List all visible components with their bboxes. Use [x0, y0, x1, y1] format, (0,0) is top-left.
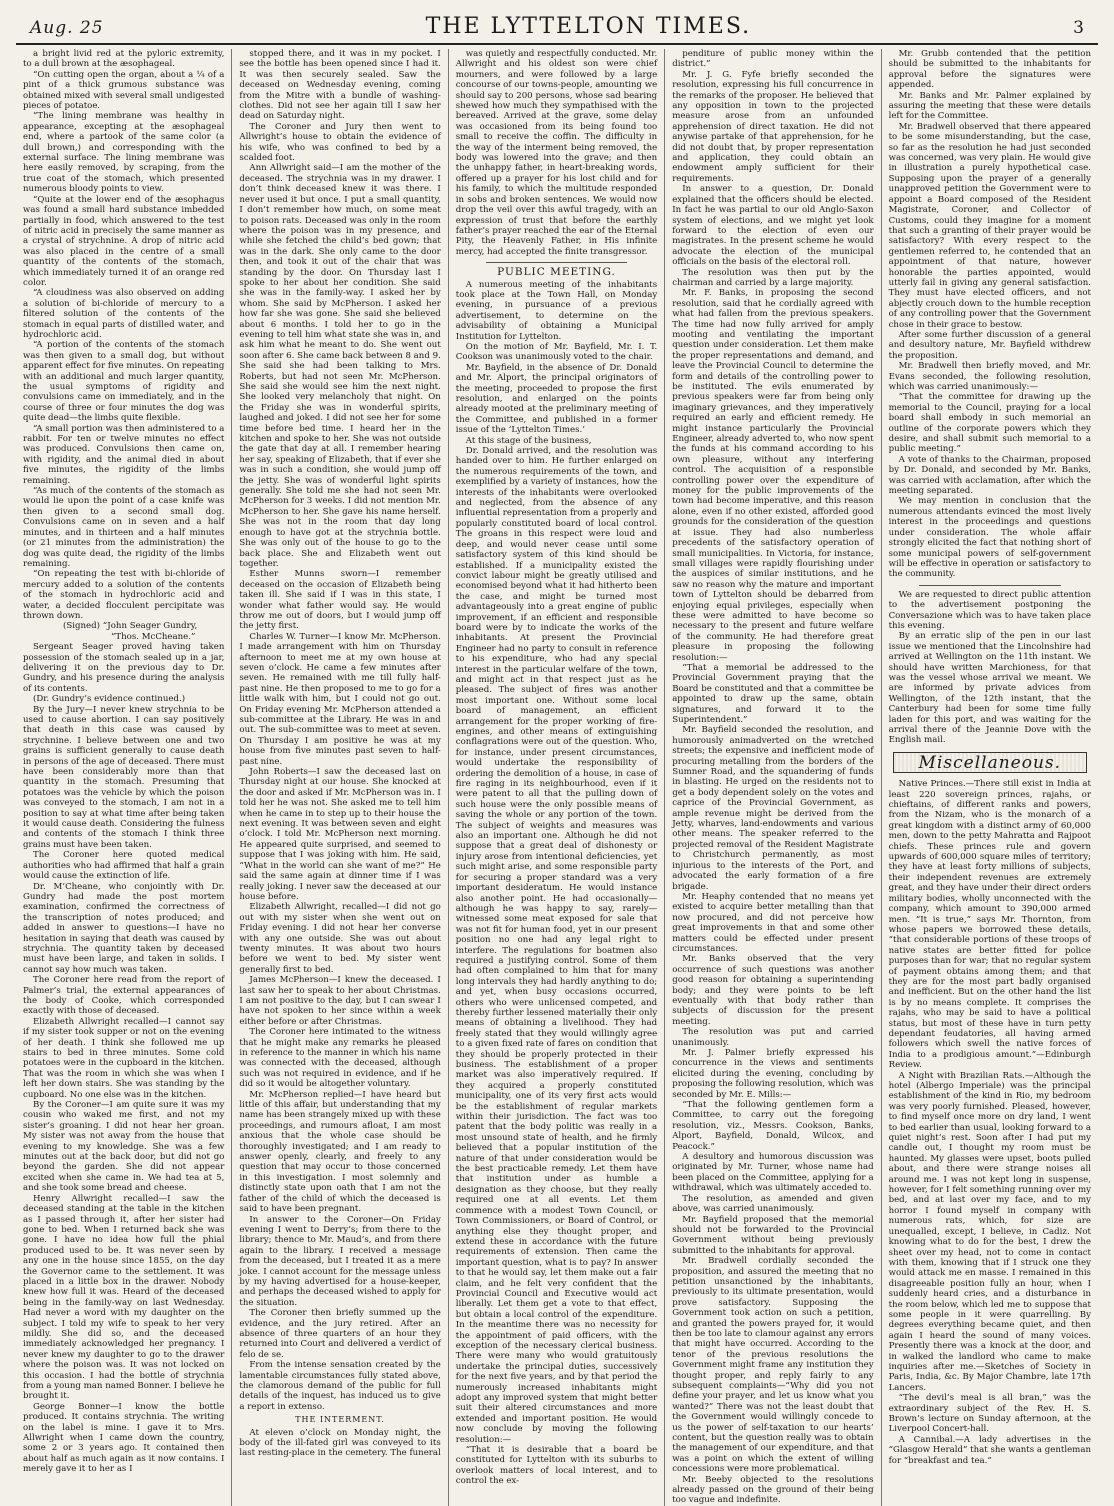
paragraph: Mr. Bayfield seconded the resolution, and humorously animadverted on the wretched streets; the expensive and inefficient mode of procuring metalling from the borders of the Sumner Road, and the squandering of funds in blasting. He urged on the residents not to get a body dependent solely on the votes and caprice of the Provincial Government, as ample revenue might be derived from the Jetty, wharves, land-endowments and various other means. The speaker referred to the projected removal of the Resident Magistrate to Christchurch permanently, as most injurious to the interests of the Port, and advocated the early formation of a fire brigade. [672, 725, 874, 892]
paragraph: was quietly and respectfully conducted. Mr. Allwright and his oldest son were chief mourners, and were followed by a large concourse of our towns-people, amounting we should say to 200 persons, whose sad bearing shewed how much they sympathised with the bereaved. Arrived at the grave, some delay was occasioned from its being found too small to receive the coffin. The difficulty in the way of the interment being removed, the body was lowered into the grave; and then the unhappy father, in heart-breaking words, offered up a prayer for his lost child and for his family, to which the multitude responded in sobs and broken sentences. We would now drop the veil over this awful tragedy, with an expression of trust that before the earthly father’s prayer reached the ear of the Eternal Pity, the Heavenly Father, in His infinite mercy, had accepted the finite transgressor. [455, 49, 658, 257]
paragraph: “That the following gentlemen form a Committee, to carry out the foregoing resolution, viz., Messrs. Cookson, Banks, Alport, Bayfield, Donald, Wilcox, and Peacock.” [672, 1100, 874, 1152]
paragraph: Mr. Bayfield, in the absence of Dr. Donald and Mr. Alport, the principal originators of the meeting, proceeded to propose the first resolution, and enlarged on the points already mooted at the preliminary meeting of the Committee, and published in a former issue of the ‘Lyttelton Times.’ [455, 362, 658, 436]
paragraph: John Roberts—I saw the deceased last on Thursday night at our house. She knocked at the door and asked if Mr. McPherson was in. I told her he was not. She asked me to tell him when he came in to step up to their house the next evening. It was between seven and eight o’clock. I told Mr. McPherson next morning. He appeared quite surprised, and seemed to suppose that I was joking with him. He said, “What in the world can she want of me?” He said the same again at dinner time if I was really joking. I never saw the deceased at our house before. [239, 767, 441, 902]
paragraph: Mr. Banks and Mr. Palmer explained by assuring the meeting that these were details left for the Committee. [888, 90, 1091, 122]
paragraph: We are requested to direct public attention to the advertisement postponing the Conversazione which was to have taken place this evening. [888, 589, 1091, 631]
paragraph: Mr. Bradwell observed that there appeared to be some misunderstanding, but the case, so far as the resolution he had just seconded was concerned, was very plain. He would give in illustration a purely hypothetical case. Supposing upon the prayer of a generally unapproved petition the Government were to appoint a Board composed of the Resident Magistrate, Coroner, and Collector of Customs, could they imagine for a moment that such a granting of their prayer would be satisfactory? With every respect to the gentlemen referred to, he contended that an appointment of that nature, however honorable the parties appointed, would utterly fail in giving any general satisfaction. They must have elected officers, and not abjectly crouch down to the humble reception of any controlling power that the Government chose in their grace to bestow. [888, 121, 1091, 330]
paragraph: By the Coroner—I am quite sure it was my cousin who waked me first, and not my sister’s groaning. I did not hear her groan. My sister was not away from the house that evening to my knowledge. She was a few minutes out at the back door, but did not go beyond the garden. She did not appear excited when she came in. We had tea at 5, and she took some bread and cheese. [23, 1100, 225, 1194]
page-number: 3 [1073, 18, 1084, 38]
paragraph: We may mention in conclusion that the numerous attendants evinced the most lively interest in the proceedings and questions under consideration. The whole affair strongly elicited the fact that nothing short of some municipal powers of self-government will be effective in operation or satisfactory to the community. [888, 496, 1091, 580]
divider [919, 585, 1061, 586]
paragraph: “The devil’s meal is all bran,” was the extraordinary subject of the Rev. H. S. Brown’s lecture on Sunday afternoon, at the Liverpool Concert-hall. [888, 1393, 1091, 1435]
paragraph: The Coroner then briefly summed up the evidence, and the jury retired. After an absence of three quarters of an hour they returned into Court and delivered a verdict of felo de se. [239, 1308, 441, 1360]
interment-report-continued [456, 49, 657, 257]
paragraph: Elizabeth Allwright recalled—I cannot say if my sister took supper or not on the evening of her death. I think she followed me up stairs to bed in three minutes. Some cold potatoes were in the cupboard in the kitchen. That was the room in which she was when I left her down stairs. She was standing by the cupboard. No one else was in the kitchen. [23, 1016, 225, 1100]
issue-date: Aug. 25 [30, 18, 104, 38]
public-meeting-report [456, 280, 657, 1487]
signature-line: (Signed) “John Seager Gundry, [63, 621, 198, 632]
paragraph: At eleven o’clock on Monday night, the body of the ill-fated girl was conveyed to its last resting-place in the cemetery. The funeral [239, 1427, 441, 1459]
column-1 [16, 49, 232, 1506]
paragraph: Esther Munns sworn—I remember deceased on the occasion of Elizabeth being taken ill. She said if I was in this state, I wonder what father would say. He would throw me out of doors, but I would jump off the jetty first. [239, 569, 441, 632]
paragraph: By the Jury—I never knew strychnia to be used to cause abortion. I can say positively that death in this case was caused by strychnine. I believe between one and two grains is sufficient generally to cause death in persons of the age of deceased. There must have been considerably more than that quantity in the stomach. Presuming that potatoes was the vehicle by which the poison was conveyed to the stomach, I am not in a position to say at what time after being taken it would cause death. Considering the fulness and contents of the stomach I think three grains must have been taken. [23, 704, 225, 850]
paragraph: “On cutting open the organ, about a ¼ of a pint of a thick grumous substance was obtained mixed with several small undigested pieces of potatoe. [23, 69, 225, 112]
paragraph: A desultory and humorous discussion was originated by Mr. Turner, whose name had been placed on the Committee, applying for a withdrawal, which was ultimately acceded to. [672, 1152, 874, 1194]
paragraph: Dr. M’Cheane, who conjointly with Dr. Gundry had made the post mortem examination, confirmed the correctness of the transcription of notes produced; and added in answer to questions—I have no hesitation in saying that death was caused by strychnia. The quantity taken by deceased must have been large, and taken in solids. I cannot say how much was taken. [23, 881, 225, 975]
paragraph: “As much of the contents of the stomach as would lie upon the point of a case knife was then given to a second small dog. Convulsions came on in seven and a half minutes, and in thirteen and a half minutes (or 21 minutes from the administration) the dog was quite dead, the rigidity of the limbs remaining. [23, 486, 225, 569]
signature-line: “Thos. McCheane.” [111, 631, 196, 642]
paragraph: Mr. Beeby objected to the resolutions already passed on the ground of their being too vague and indefinite. [672, 1474, 874, 1506]
paragraph: stopped there, and it was in my pocket. I see the bottle has been opened since I had it. It was then securely sealed. Saw the deceased on Wednesday evening, coming from the Mitre with a bundle of washing-clothes. Did not see her again till I saw her dead on Saturday night. [239, 49, 441, 122]
paragraph: Sergeant Seager proved having taken possession of the stomach sealed up in a jar, delivering it on the previous day to Dr. Gundry, and his presence during the analysis of its contents. [23, 642, 225, 694]
inquest-report-part-3 [239, 49, 440, 1412]
paragraph: Native Princes.—There still exist in India at least 220 sovereign princes, rajahs, or chieftains, of different ranks and powers, from the Nizam, who is the monarch of a great kingdom with a distinct army of 60,000 men, down to the petty Mahratta and Rajpoot chiefs. These princes rule and govern upwards of 600,000 square miles of territory; they have at least forty millions of subjects, their independent revenues are extremely great, and they have under their direct orders military bodies, wholly unconnected with the company, which amount to 390,000 armed men. “It is true,” says Mr. Thornton, from whose papers we borrowed these details, “that considerable portions of these troops of native states are better fitted for police purposes than for war; that no regular system of payment obtains among them; and that they are for the most part badly organised and inefficient. But on the other hand the list is by no means complete. It comprises the rajahs, who may be said to have a political status, but most of these have in turn petty dependant feudatories, all having armed followers which swell the native forces of India to a prodigious amount.”—Edinburgh Review. [888, 779, 1091, 1071]
public-meeting-report-end [889, 49, 1091, 580]
paragraph: The resolution, as amended and given above, was carried unanimously. [672, 1193, 874, 1215]
columns [16, 49, 1098, 1506]
paragraph: A Cannibal.—A lady advertises in the “Glasgow Herald” that she wants a gentleman for “breakfast and tea.” [888, 1434, 1091, 1466]
paragraph: Mr. J. Palmer briefly expressed his concurrence in the views and sentiments elicited during the evening, concluding by proposing the following resolution, which was seconded by Mr. E. Mills:— [672, 1048, 874, 1100]
interment-report [239, 1428, 440, 1459]
paragraph: “The lining membrane was healthy in appearance, excepting at the æsophageal end, where a partook of the same color (a dull brown,) and corresponding with the external surface. The lining membrane was here easily removed, by scraping, from the true coat of the stomach, which presented numerous bloody points to view. [23, 111, 225, 195]
paragraph: A Night with Brazilian Rats.—Although the hotel (Albergo Imperiale) was the principal establishment of the kind in Rio, my bedroom was very poorly furnished. Pleased, however, to find myself once more on dry land, I went to bed earlier than usual, looking forward to a quiet night’s rest. Soon after I had put my candle out, I thought my room must be haunted. My glasses were upset, boots pulled about, and there were strange noises all around me. I was not kept long in suspense, however, for I felt something running over my bed, and at last over my face, and to my horror I found myself in company with numerous rats, which, for size are unequalled, except, I believe, in Cadiz. Not knowing what to do for the best, I drew the sheet over my head, not to come in contact with them, knowing that if I struck one they would attack me en masse. I remained in this disagreeable position fully an hour, when I suddenly heard cries, and a disturbance in the room below, which led me to suppose that some people in it were quarrelling. By degrees everything became quiet, and then again I heard the sound of many voices. Presently there was a knock at the door, and in walked the landlord who came to make inquiries after me.—Sketches of Society in Paris, India, &c. By Major Chambre, late 17th Lancers. [888, 1070, 1091, 1393]
paragraph: The Coroner here quoted medical authorities who had affirmed that half a grain would cause the extinction of life. [23, 850, 225, 882]
paragraph: Ann Allwright said—I am the mother of the deceased. The strychnia was in my drawer. I don’t think deceased knew it was there. I never used it but once. I put a small quantity, I don’t remember how much, on some meat to poison rats. Deceased was only in the room where the poison was in my presence, and while she fetched the child’s bed gown; that was in the dark. She only came to the door then, and took it out of the chair that was standing by the door. On Thursday last I spoke to her about her condition. She said she was in the family-way. I asked her by whom. She said by McPherson. I asked her how far she was gone. She said she believed about 6 months. I told her to go in the evening to tell him what state she was in, and ask him what he meant to do. She went out soon after 6. She came back between 8 and 9. She said she had been talking to Mrs. Roberts, but had not seen Mr. McPherson. She said she would see him the next night. She looked very melancholy that night. On the Friday she was in wonderful spirits, laughed and joked. I did not see her for some time before bed time. I heard her in the kitchen and spoke to her. She was not outside the gate that day at all. I remember hearing her say, speaking of Elizabeth, that if ever she was in such a condition, she would jump off the jetty. She was of wonderful light spirits generally. She told me she had not seen Mr. McPherson for 3 weeks. I did not mention Mr. McPherson to her. She gave his name herself. She was not in the room that day long enough to have got at the strychnia bottle. She was only out of the house to go to the back place. She and Elizabeth went out together. [239, 163, 441, 569]
paragraph: Mr. Banks observed that the very occurrence of such questions was another good reason for obtaining a superintending body; and they were points to be left eventually with that body rather than subjects of discussion for the present meeting. [672, 954, 874, 1027]
paper-title: THE LYTTELTON TIMES. [425, 14, 752, 39]
paragraph: “A small portion was then administered to a rabbit. For ten or twelve minutes no effect was produced. Convulsions then came on, with rigidity, and the animal died in about five minutes, the rigidity of the limbs remaining. [23, 423, 225, 486]
paragraph: “A cloudiness was also observed on adding a solution of bi-chloride of mercury to a filtered solution of the contents of the stomach in equal parts of distilled water, and hydrochloric acid. [23, 288, 225, 340]
paragraph: “That the committee for drawing up the memorial to the Council, praying for a local board shall embody in such memorial an outline of the corporate powers which they desire, and shall submit such memorial to a public meeting.” [888, 392, 1091, 455]
paragraph: By an erratic slip of the pen in our last issue we mentioned that the Lincolnshire had arrived at Wellington on the 11th instant. We should have written Marchioness, for that was the vessel whose arrival we meant. We are informed by private advices from Wellington, of the 12th instant, that the Canterbury had been for some time fully laden for this port, and was waiting for the arrival there of the Jeannie Dove with the English mail. [888, 631, 1091, 746]
paragraph: Mr. Bradwell cordially seconded the proposition, and assured the meeting that no petition unsanctioned by the inhabitants, previously to its ultimate presentation, would prove satisfactory. Supposing the Government took action on such a petition, and granted the powers prayed for, it would then be too late to clamour against any errors that might have occurred. According to the tenor of the previous resolutions the Government might frame any institution they thought proper, and reply fairly to any subsequent complaints—“Why did you not define your prayer, and let us know what you wanted?” There was not the least doubt that the Government would willingly concede to us the power of self-taxation to our hearts’ content, but the question really was to obtain the management of our expenditure, and that was a point on which the extent of willing concessions were more problematical. [672, 1256, 874, 1475]
paragraph: The resolution was then put by the chairman and carried by a large majority. [672, 267, 874, 288]
miscellaneous-items [889, 779, 1091, 1466]
column-5 [882, 49, 1098, 1506]
paragraph: The Coroner and Jury then went to Allwright’s house to obtain the evidence of his wife, who was confined to bed by a scalded foot. [239, 121, 441, 164]
paragraph: The resolution was put and carried unanimously. [672, 1027, 874, 1048]
editorial-notices [889, 590, 1091, 746]
paragraph: Henry Allwright recalled—I saw the deceased standing at the table in the kitchen as I passed through it, after her sister had gone to bed. When I returned back she was gone. I have no idea how full the phial produced used to be. It was never seen by any one in the house since 1855, on the day the Governor came to the settlement. It was placed in a little box in the drawer. Nobody knew how full it was. Heard of the deceased being in the family-way on last Wednesday. Had never a word with my daughter on the subject. I told my wife to speak to her very mildly. She did so, and the deceased immediately acknowledged her pregnancy. I never knew my daughter to go to the drawer where the poison was. It was not locked on this occasion. I had the bottle of strychnia from a young man named Bonner. I believe he brought it. [23, 1193, 225, 1402]
paragraph: Charles W. Turner—I know Mr. McPherson. I made arrangement with him on Thursday afternoon to meet me at my own house at seven o’clock. He came a few minutes after seven. He remained with me till fully half-past nine. He then proposed to me to go for a little walk with him, but I could not go out. On Friday evening Mr. McPherson attended a sub-committee at the Library. He was in and out. The sub-committee was to meet at seven. On Thursday I am positive he was at my house from five minutes past seven to half-past nine. [239, 631, 441, 767]
paragraph: James McPherson—I knew the deceased. I last saw her to speak to her about Christmas. I am not positive to the day, but I can swear I have not spoken to her since within a week either before or after Christmas. [239, 975, 441, 1027]
paragraph: penditure of public money within the district.” [672, 49, 874, 70]
paragraph: Elizabeth Allwright, recalled—I did not go out with my sister when she went out on Friday evening. I did not hear her converse with any one outside. She was out about twenty minutes. It was about two hours before we went to bed. My sister went generally first to bed. [239, 902, 441, 975]
paragraph: Mr. Grubb contended that the petition should be submitted to the inhabitants for approval before the signatures were appended. [888, 49, 1091, 91]
paragraph: “On repeating the test with bi-chloride of mercury added to a solution of the contents of the stomach in hydrochloric acid and water, a decided flocculent percipitate was thrown down. [23, 569, 225, 621]
paragraph: In answer to the Coroner—On Friday evening I went to Derry’s; from there to the library; thence to Mr. Maud’s, and from there again to the library. I received a message from the deceased, but I treated it as a mere joke. I cannot account for the message unless by my having advertised for a house-keeper, and perhaps the deceased wished to apply for the situation. [239, 1214, 441, 1308]
divider [486, 262, 627, 263]
paragraph: A vote of thanks to the Chairman, proposed by Dr. Donald, and seconded by Mr. Banks, was carried with acclamation, after which the meeting separated. [888, 454, 1091, 497]
paragraph: The Coroner here read from the report of Palmer’s trial, the external appearances of the body of Cooke, which corresponded exactly with those of deceased. [23, 975, 225, 1017]
paragraph: George Bonner—I know the bottle produced. It contains strychnia. The writing on the label is mine. I gave it to Mrs. Allwright when I came down the country, some 2 or 3 years ago. It contained then about half as much again as it now contains. I merely gave it to her as I [23, 1401, 225, 1475]
paragraph: “Quite at the lower end of the æsophagus was found a small hard substance imbedded partially in food, which answered to the test of nitric acid in precisely the same manner as a crystal of strychnine. A drop of nitric acid was also placed in the centre of a small quantity of the contents of the stomach, which immediately turned it of an orange red color. [23, 194, 225, 288]
column-4 [665, 49, 881, 1506]
paragraph: After some further discussion of a general and desultory nature, Mr. Bayfield withdrew the proposition. [888, 329, 1091, 361]
section-heading-public-meeting: PUBLIC MEETING. [497, 266, 616, 279]
section-heading-interment: THE INTERMENT. [295, 1415, 385, 1425]
paragraph: Mr. McPherson replied—I have heard but little of this affair, but understanding that my name has been strangely mixed up with these proceedings, and rumours afloat, I am most anxious that the whole case should be thoroughly investigated; and I am ready to answer openly, clearly, and freely to any question that may occur to those concerned in this investigation. I most solemnly and distinctly state upon oath that I am not the father of the child of which the deceased is said to have been pregnant. [239, 1089, 441, 1215]
paragraph: “A portion of the contents of the stomach was then given to a small dog, but without apparent effect for five minutes. On repeating with an additional and much larger quantity, the usual symptoms of rigidity and convulsions came on immediately, and in the course of three or four minutes the dog was quite dead—the limbs quite flexible. [23, 340, 225, 424]
paragraph: In answer to a question, Dr. Donald explained that the officers should be elected. In fact he was partial to our old Anglo-Saxon system of elections, and we might yet look forward to the election of even our magistrates. In the present scheme he would advocate the election of the municipal officials on the basis of the electoral roll. [672, 184, 874, 268]
paragraph: Mr. J. G. Fyfe briefly seconded the resolution, expressing his full concurrence in the remarks of the proposer. He believed that any opposition in town to the projected measure arose from an unfounded apprehension of direct taxation. He did not anywise partake of that apprehension, for he did not doubt that, by proper representation and application, they could obtain an endowment amply sufficient for their requirements. [672, 69, 874, 184]
paragraph: “That it is desirable that a board be constituted for Lyttelton with its suburbs to overlook matters of local interest, and to control the ex- [455, 1445, 658, 1487]
paragraph: Mr. Bayfield proposed that the memorial should not be forwarded to the Provincial Government without being previously submitted to the inhabitants for approval. [672, 1214, 874, 1256]
column-2 [232, 49, 448, 1506]
column-3 [449, 49, 665, 1506]
paragraph: (Dr. Gundry’s evidence continued.) [33, 694, 186, 705]
paragraph: Mr. Bradwell then briefly moved, and Mr. Evans seconded, the following resolution, which was carried unanimously:— [888, 361, 1091, 392]
inquest-report-part-2 [23, 642, 224, 1475]
paragraph: From the intense sensation created by the lamentable circumstances fully stated above, the clamorous demand of the public for full details of the inquest, has induced us to give a report in extenso. [239, 1360, 441, 1412]
public-meeting-report-continued [672, 49, 873, 1506]
paragraph: At this stage of the business, [465, 435, 592, 446]
paragraph: A numerous meeting of the inhabitants took place at the Town Hall, on Monday evening, in pursuance of a previous advertisement, to determine on the advisability of obtaining a Municipal Institution for Lyttelton. [455, 279, 658, 342]
paragraph: The Coroner here intimated to the witness that he might make any remarks he pleased in reference to the manner in which his name was connected with the deceased, although such was not required in evidence, and if he did so it would be altogether voluntary. [239, 1027, 441, 1090]
inquest-report-part-1 [23, 49, 224, 621]
masthead [16, 0, 1098, 45]
paragraph: Dr. Donald arrived, and the resolution was handed over to him. He further enlarged on the numerous requirements of the town, and exemplified by a variety of instances, how the interests of the inhabitants were overlooked and neglected, from the absence of any influential representation from a properly and popularly constituted board of local control. The groans in this respect were loud and deep, and would never cease until some satisfactory system of this kind should be established. If a municipality existed the convict labour might be greatly utilised and economised beyond what it had hitherto been the case, and might be turned most advantageously into a great engine of public improvement, if an efficient and responsible board were by to indicate the works of the inhabitants. At present the Provincial Engineer had no party to consult in reference to his expenditure, who had any special interest in the particular welfare of the town, and might act in that respect just as he pleased. The subject of fires was another most important one. Without some local board of management, an efficient arrangement for the proper working of fire-engines, and other means of extinguishing conflagrations were out of the question. Who, for instance, under present circumstances, would undertake the responsibility of ordering the demolition of a house, in case of fire raging in its neighbourhood, even if it were patent to all that the pulling down of such house were the only possible means of saving the whole or any portion of the town. The subject of weights and measures was also an important one. Although he did not suppose that a great deal of dishonesty or injury arose from intentional deficiencies, yet such might arise, and some responsible party for securing a proper standard was a very important desideratum. He would instance also another point. He had occasionally—although he was happy to say, rarely—witnessed some meat exposed for sale that was not fit for human food, yet in our present position no one had any legal right to interfere. The regulations for boatmen also required a justifying control. Some of them had often complained to him that for many long intervals they had hardly anything to do; and yet, when busy occasions occurred, others who were unlicensed competed, and thereby further lessened materially their only means of obtaining a livelihood. They had freely stated that they would willingly agree to a given fixed rate of fares on condition that they should be properly protected in their business. The establishment of a proper market was also imperatively required. If they acquired a properly constituted municipality, one of its very first acts would be the establishment of regular markets within their jurisdiction. The fact was too patent that the body politic was really in a most unsound state of health, and he firmly believed that a popular institution of the nature of that under consideration would be the best practicable remedy. Let them have that institution under as humble a designation as they choose, but they really required one at all events. Let them commence with a modest Town Council, or Town Commissioners, or Board of Control, or anything else they thought proper, and extend these in accordance with the future requirements of extension. Then came the important question, what is to pay? In answer to that he would say, let them make out a fair claim, and he felt very confident that the Provincial Council and Executive would act liberally. Let them get a vote to that effect, but obtain a local control of the expenditure. In the meantime there was no necessity for the appointment of paid officers, with the exception of the necessary clerical business. There were many who would gratuitously undertake the principal duties, successively for the next five years, and by that period the numerously increased inhabitants might adopt any improved system that might better suit their altered circumstances and more extended and important position. He would now conclude by moving the following resolution:— [455, 446, 658, 1445]
paragraph: Mr. Heaphy contended that no means yet existed to acquire better metalling than that now procured, and did not perceive how great improvements in that and some other matters could be effected under present circumstances. [672, 891, 874, 954]
paragraph: a bright livid red at the pyloric extremity, to a dull brown at the æsophageal. [23, 49, 225, 70]
paragraph: On the motion of Mr. Bayfield, Mr. I. T. Cookson was unanimously voted to the chair. [455, 341, 658, 363]
paragraph: “That a memorial be addressed to the Provincial Government praying that the Board be constituted and that a committee be appointed to draw up the same, obtain signatures, and forward it to the Superintendent.” [672, 662, 874, 725]
paragraph: Mr. F. Banks, in proposing the second resolution, said that he cordially agreed with what had fallen from the previous speakers. The time had now fully arrived for amply mooting and ventilating the important question under consideration. Let them make the proper representations and demand, and leave the Provincial Council to determine the form and details of the controlling power to be instituted. The evils enumerated by previous speakers were far from being only imaginary grievances, and they imperatively required an early and efficient remedy. He might instance particularly the Provincial Engineer, already adverted to, who now spent the funds at his command according to his own pleasure, without any interfering control. The acquisition of a responsible controlling power over the expenditure of money for the public improvements of the town had become imperative, and this reason alone, even if no other existed, afforded good grounds for the consideration of the question at issue. They had also numberless precedents of the satisfactory operation of small municipalities. In Victoria, for instance, small villages were rapidly flourishing under the auspices of similar institutions, and he saw no reason why the mature and important town of Lyttelton should be debarred from enjoying equal privileges, especially when these were admitted to have become so necessary to the present and future welfare of the community. He had therefore great pleasure in proposing the following resolution:— [672, 288, 874, 663]
miscellaneous-heading: Miscellaneous. [893, 752, 1087, 773]
